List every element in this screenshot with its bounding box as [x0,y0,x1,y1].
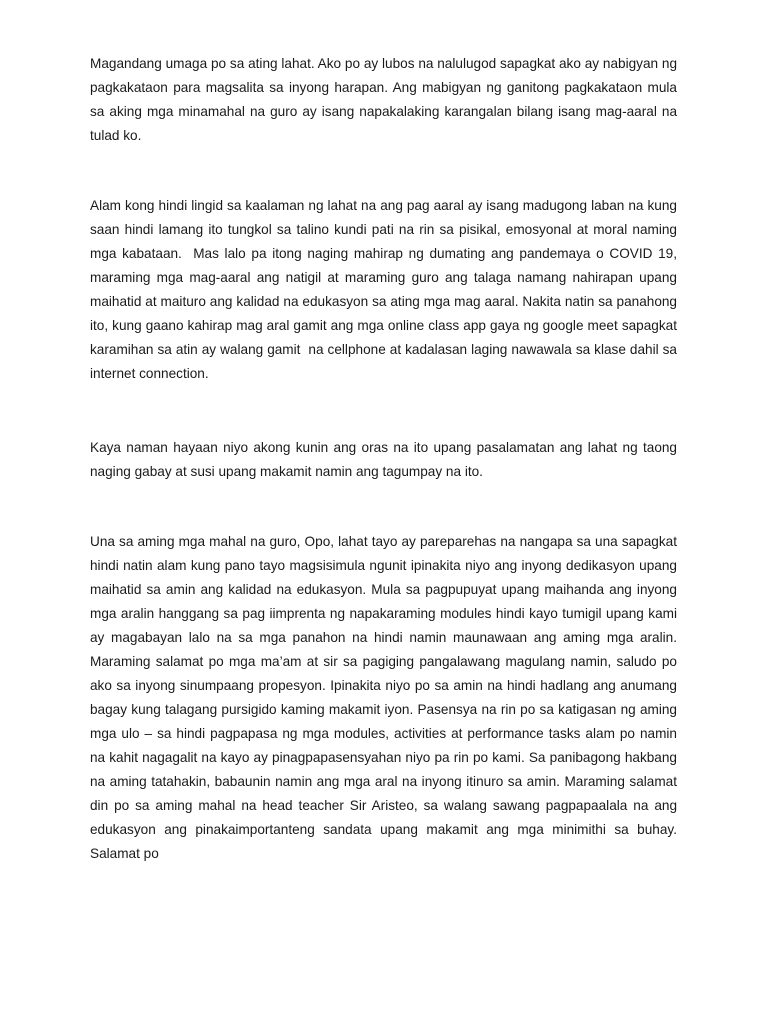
paragraph-teachers: Una sa aming mga mahal na guro, Opo, lahat tayo ay pareparehas na nangapa sa una sapagkat hindi natin alam kung pano tayo magsisimula ngunit ipinakita niyo ang inyong dedikasyon upang maihatid sa amin ang kalidad na edukasyon. Mula sa pagpupuyat upang maihanda ang inyong mga aralin hanggang sa pag iimprenta ng napakaraming modules hindi kayo tumigil upang kami ay magabayan lalo na sa mga panahon na hindi namin maunawaan ang aming mga aralin. Maraming salamat po mga ma’am at sir sa pagiging pangalawang magulang namin, saludo po ako sa inyong sinumpaang propesyon. Ipinakita niyo po sa amin na hindi hadlang ang anumang bagay kung talagang pursigido kaming makamit iyon. Pasensya na rin po sa katigasan ng aming mga ulo – sa hindi pagpapasa ng mga modules, activities at performance tasks alam po namin na kahit nagagalit na kayo ay pinagpapasensyahan niyo pa rin po kami. Sa panibagong hakbang na aming tatahakin, babaunin namin ang mga aral na inyong itinuro sa amin. Maraming salamat din po sa aming mahal na head teacher Sir Aristeo, sa walang sawang pagpapaalala na ang edukasyon ang pinakaimportanteng sandata upang makamit ang mga minimithi sa buhay. Salamat po [90,534,681,861]
paragraph-pandemic: Alam kong hindi lingid sa kaalaman ng lahat na ang pag aaral ay isang madugong laban na kung saan hindi lamang ito tungkol sa talino kundi pati na rin sa pisikal, emosyonal at moral naming mga kabataan. Mas lalo pa itong naging mahirap ng dumating ang pandemaya o COVID 19, maraming mga mag-aaral ang natigil at maraming guro ang talaga namang nahirapan upang maihatid at maituro ang kalidad na edukasyon sa ating mga mag aaral. Nakita natin sa panahong ito, kung gaano kahirap mag aral gamit ang mga online class app gaya ng google meet sapagkat karamihan sa atin ay walang gamit na cellphone at kadalasan laging nawawala sa klase dahil sa internet connection. [90,198,681,381]
paragraph-greeting: Magandang umaga po sa ating lahat. Ako po ay lubos na nalulugod sapagkat ako ay nabigyan ng pagkakataon para magsalita sa inyong harapan. Ang mabigyan ng ganitong pagkakataon mula sa aking mga minamahal na guro ay isang napakalaking karangalan bilang isang mag-aaral na tulad ko. [90,56,681,143]
paragraph-gratitude: Kaya naman hayaan niyo akong kunin ang oras na ito upang pasalamatan ang lahat ng taong naging gabay at susi upang makamit namin ang tagumpay na ito. [90,440,681,479]
